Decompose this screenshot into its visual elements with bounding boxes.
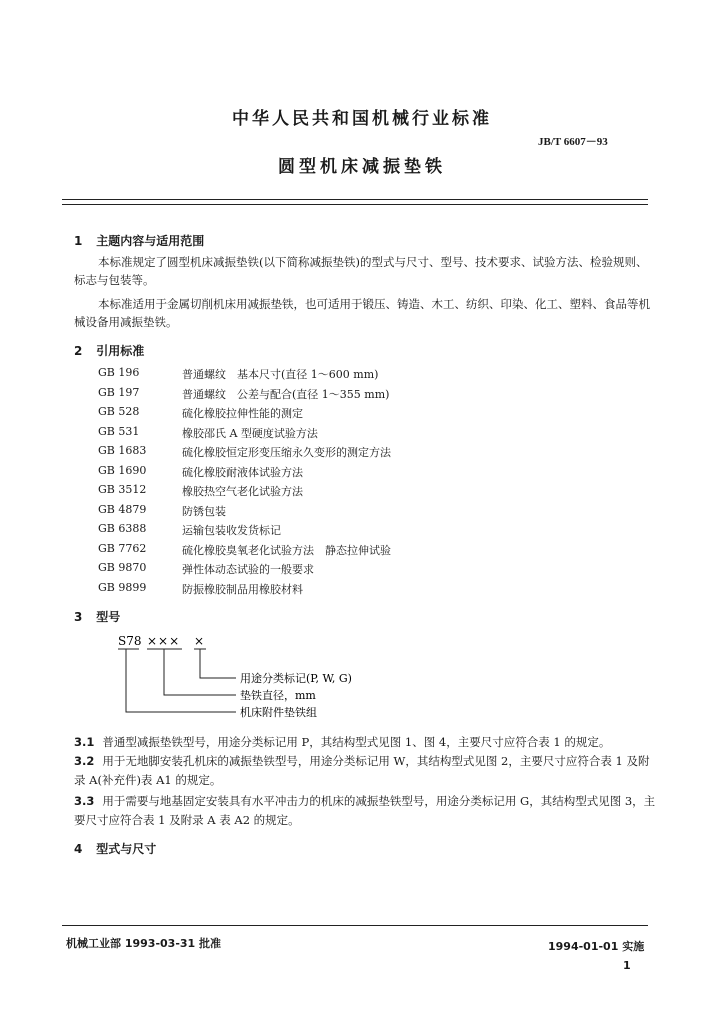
reference-code: GB 9870 [98, 561, 147, 574]
page-number: 1 [623, 959, 631, 972]
item-number: 3.1 [74, 735, 95, 749]
model-label-use-class: 用途分类标记(P, W, G) [240, 672, 352, 685]
reference-code: GB 196 [98, 366, 140, 379]
section-1-paragraph-1: 本标准规定了圆型机床减振垫铁(以下简称减振垫铁)的型式与尺寸、型号、技术要求、试验方法、检验规则、标志与包装等。 [74, 255, 648, 287]
section-number: 2 [74, 344, 83, 358]
section-title: 主题内容与适用范围 [96, 234, 205, 248]
reference-list [98, 366, 618, 596]
reference-code: GB 1683 [98, 444, 147, 457]
section-1-paragraph-2: 本标准适用于金属切削机床用减振垫铁，也可适用于锻压、铸造、木工、纺织、印染、化工、塑料、食品等机械设备用减振垫铁。 [74, 297, 650, 329]
item-text: 用于无地脚安装孔机床的减振垫铁型号，用途分类标记用 W，其结构型式见图 2，主要尺寸应符合表 1 及附录 A(补充件)表 A1 的规定。 [74, 754, 650, 787]
footer-rule [62, 925, 648, 926]
reference-name: 硫化橡胶拉伸性能的测定 [182, 407, 303, 420]
item-text: 普通型减振垫铁型号，用途分类标记用 P，其结构型式见图 1、图 4，主要尺寸应符合表 1 的规定。 [102, 735, 611, 749]
section-2-heading [74, 342, 144, 359]
section-3-1-item [74, 733, 658, 752]
section-1-heading [74, 232, 204, 249]
reference-code: GB 531 [98, 424, 140, 438]
reference-name: 普通螺纹 公差与配合(直径 1～355 mm) [182, 387, 390, 401]
reference-name: 防振橡胶制品用橡胶材料 [182, 582, 303, 596]
reference-name: 橡胶热空气老化试验方法 [182, 485, 303, 498]
reference-code: GB 1690 [98, 463, 147, 477]
section-3-heading [74, 608, 120, 625]
model-designation-diagram [110, 630, 410, 722]
section-title: 型式与尺寸 [96, 842, 157, 856]
reference-name: 硫化橡胶耐液体试验方法 [182, 465, 303, 479]
model-code: S78 [118, 634, 142, 648]
section-number: 1 [74, 234, 83, 248]
standard-number: JB/T 6607－93 [538, 136, 608, 148]
reference-code: GB 197 [98, 385, 140, 399]
document-title: 圆型机床减振垫铁 [278, 157, 446, 177]
organization-title: 中华人民共和国机械行业标准 [232, 109, 492, 129]
item-number: 3.2 [74, 754, 95, 768]
section-3-3-item [74, 792, 658, 830]
section-number: 4 [74, 842, 83, 856]
model-label-accessory: 机床附件垫铁组 [240, 706, 317, 719]
reference-name: 运输包装收发货标记 [182, 524, 281, 537]
item-text: 用于需要与地基固定安装具有水平冲击力的机床的减振垫铁型号，用途分类标记用 G，其结构型式见图 3，主要尺寸应符合表 1 及附录 A 表 A2 的规定。 [74, 794, 656, 827]
item-number: 3.3 [74, 794, 95, 808]
section-3-2-item [74, 752, 658, 790]
reference-name: 普通螺纹 基本尺寸(直径 1～600 mm) [182, 368, 379, 381]
section-title: 型号 [96, 610, 121, 624]
reference-name: 弹性体动态试验的一般要求 [182, 563, 314, 576]
reference-name: 防锈包装 [182, 504, 226, 518]
reference-code: GB 3512 [98, 483, 147, 496]
reference-code: GB 7762 [98, 541, 147, 555]
reference-name: 硫化橡胶臭氧老化试验方法 静态拉伸试验 [182, 543, 391, 557]
header-rule-top [62, 199, 648, 200]
implementation-note: 1994-01-01 实施 [548, 940, 645, 953]
reference-name: 橡胶邵氏 A 型硬度试验方法 [182, 426, 318, 440]
header-rule-bottom [62, 204, 648, 205]
reference-code: GB 528 [98, 405, 140, 418]
reference-code: GB 9899 [98, 580, 147, 594]
reference-name: 硫化橡胶恒定形变压缩永久变形的测定方法 [182, 446, 391, 459]
section-title: 引用标准 [96, 344, 145, 358]
approval-note: 机械工业部 1993-03-31 批准 [66, 937, 222, 950]
reference-code: GB 6388 [98, 522, 147, 535]
model-marks: ××× [147, 634, 181, 648]
reference-code: GB 4879 [98, 502, 147, 516]
model-mark-last: × [194, 634, 205, 648]
section-number: 3 [74, 610, 83, 624]
section-4-heading [74, 840, 156, 857]
model-label-diameter: 垫铁直径，mm [240, 689, 316, 702]
